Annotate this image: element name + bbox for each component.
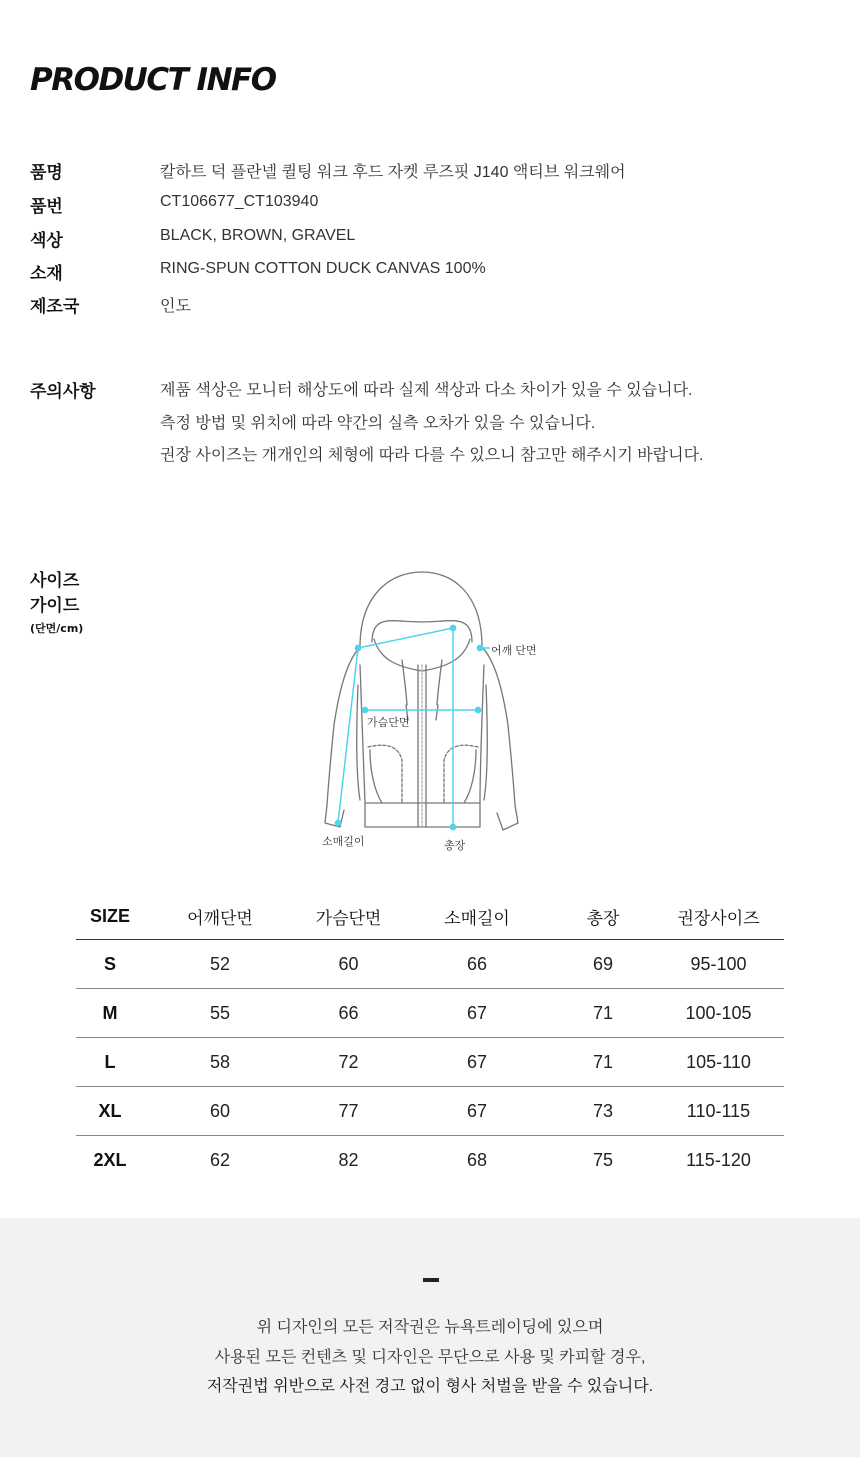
- table-cell: 60: [144, 1087, 296, 1136]
- footer-divider: [423, 1278, 439, 1282]
- table-cell: 55: [144, 989, 296, 1038]
- table-cell: 68: [466, 1149, 488, 1170]
- info-value: RING-SPUN COTTON DUCK CANVAS 100%: [160, 260, 486, 277]
- table-cell: 66: [296, 989, 401, 1038]
- info-value: 인도: [160, 298, 191, 315]
- table-cell: 52: [144, 940, 296, 989]
- info-row-name: [0, 158, 860, 188]
- table-row: [76, 1136, 784, 1185]
- diagram-label-sleeve: 소매길이: [322, 836, 365, 848]
- table-cell: 58: [144, 1038, 296, 1087]
- info-row-color: [0, 226, 860, 256]
- table-header-row: [76, 893, 784, 940]
- info-row-origin: [0, 292, 860, 322]
- table-cell: 67: [401, 989, 553, 1038]
- table-cell: 71: [553, 989, 653, 1038]
- column-header: SIZE: [76, 893, 144, 940]
- page-title: PRODUCT INFO: [30, 62, 276, 98]
- table-cell: 2XL: [93, 1149, 127, 1170]
- notice-line: 권장 사이즈는 개개인의 체형에 따라 다를 수 있으니 참고만 해주시기 바랍니다.: [160, 447, 704, 464]
- table-cell: 95-100: [653, 940, 784, 989]
- size-guide-title-line: 사이즈: [30, 571, 80, 591]
- hoodie-jacket-icon: [310, 565, 560, 860]
- info-label: 제조국: [30, 297, 80, 317]
- table-cell: 110-115: [653, 1087, 784, 1136]
- info-value: 칼하트 덕 플란넬 퀼팅 워크 후드 자켓 루즈핏 J140 액티브 워크웨어: [160, 164, 626, 181]
- diagram-label-chest: 가슴단면: [367, 717, 410, 729]
- table-cell: 73: [553, 1087, 653, 1136]
- table-row: [76, 989, 784, 1038]
- table-cell: 82: [338, 1149, 359, 1170]
- notice-line: 측정 방법 및 위치에 따라 약간의 실측 오차가 있을 수 있습니다.: [160, 415, 596, 432]
- notice-line: 제품 색상은 모니터 해상도에 따라 실제 색상과 다소 차이가 있을 수 있습니다.: [160, 382, 693, 399]
- hoodie-diagram: [310, 565, 560, 860]
- footer-line: 위 디자인의 모든 저작권은 뉴욕트레이딩에 있으며: [256, 1319, 604, 1336]
- table-cell: 62: [209, 1149, 231, 1170]
- column-header: 가슴단면: [296, 893, 401, 940]
- info-value: CT106677_CT103940: [160, 193, 319, 210]
- table-cell: 67: [401, 1038, 553, 1087]
- table-cell: 115-120: [686, 1149, 751, 1170]
- info-label: 품번: [30, 197, 63, 217]
- table-cell: L: [76, 1038, 144, 1087]
- info-value: BLACK, BROWN, GRAVEL: [160, 227, 356, 244]
- diagram-label-shoulder: 어깨 단면: [491, 645, 537, 657]
- info-label: 소재: [30, 264, 63, 284]
- table-cell: 69: [553, 940, 653, 989]
- table-cell: 71: [553, 1038, 653, 1087]
- column-header: 권장사이즈: [653, 893, 784, 940]
- footer-line: 저작권법 위반으로 사전 경고 없이 형사 처벌을 받을 수 있습니다.: [206, 1378, 654, 1395]
- table-cell: S: [76, 940, 144, 989]
- table-cell: 72: [296, 1038, 401, 1087]
- column-header: 어깨단면: [144, 893, 296, 940]
- column-header: 소매길이: [401, 893, 553, 940]
- size-table: [76, 893, 784, 1184]
- info-label: 품명: [30, 163, 63, 183]
- column-header: 총장: [553, 893, 653, 940]
- table-row: [76, 1038, 784, 1087]
- size-guide-unit: (단면/cm): [30, 622, 84, 635]
- notice-label: 주의사항: [30, 382, 96, 402]
- table-row: [76, 940, 784, 989]
- footer-line: 사용된 모든 컨텐츠 및 디자인은 무단으로 사용 및 카피할 경우,: [214, 1349, 646, 1366]
- table-cell: M: [76, 989, 144, 1038]
- table-cell: 77: [296, 1087, 401, 1136]
- info-label: 색상: [30, 231, 63, 251]
- info-row-material: [0, 259, 860, 289]
- table-cell: 66: [401, 940, 553, 989]
- size-guide-title-line: 가이드: [30, 596, 80, 616]
- table-cell: 75: [592, 1149, 614, 1170]
- diagram-label-length: 총장: [444, 840, 466, 852]
- info-row-code: [0, 192, 860, 222]
- table-row: [76, 1087, 784, 1136]
- table-cell: XL: [76, 1087, 144, 1136]
- size-guide-title: [30, 569, 79, 619]
- table-cell: 60: [296, 940, 401, 989]
- table-cell: 67: [401, 1087, 553, 1136]
- copyright-footer: [0, 1218, 860, 1457]
- table-cell: 105-110: [653, 1038, 784, 1087]
- table-cell: 100-105: [653, 989, 784, 1038]
